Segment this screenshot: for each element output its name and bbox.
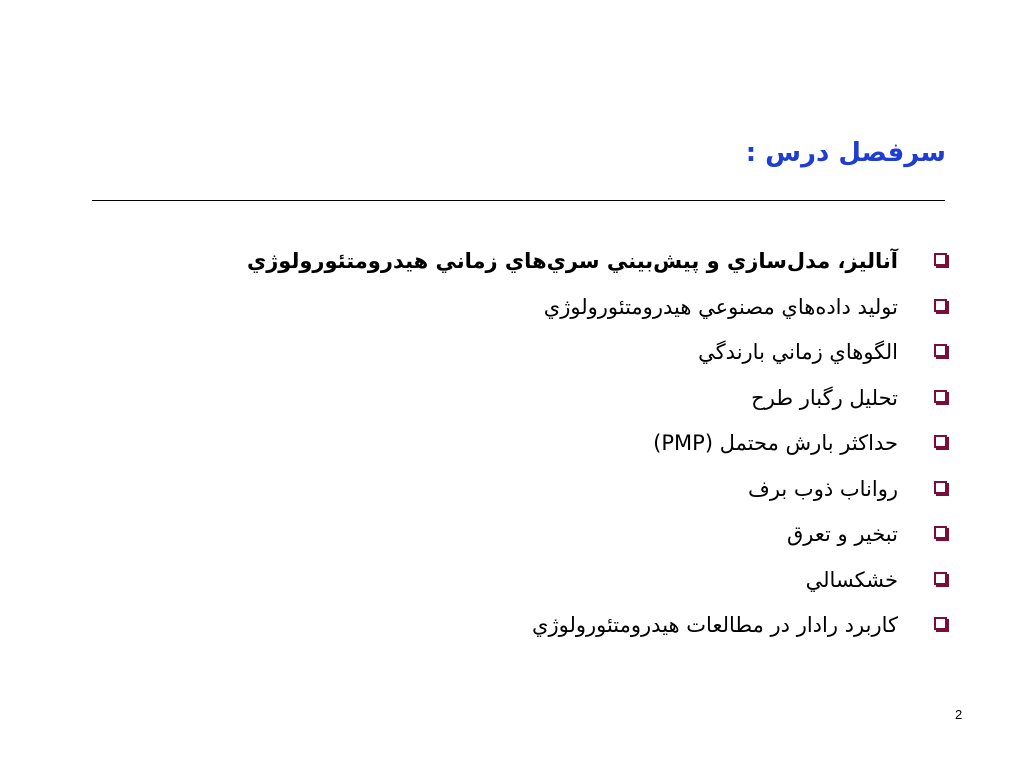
list-item (247, 604, 898, 650)
list-item-label: تحليل رگبار طرح (751, 385, 898, 410)
checkbox-icon (934, 253, 947, 266)
list-item-label: حداكثر بارش محتمل (PMP) (653, 431, 898, 455)
list-item-label: كاربرد رادار در مطالعات هيدرومتئورولوژي (532, 613, 898, 637)
list-item-label: توليد داده‌هاي مصنوعي هيدرومتئورولوژي (543, 294, 898, 319)
topic-list (247, 240, 898, 650)
checkbox-icon (934, 617, 947, 630)
list-item-label: تبخير و تعرق (786, 522, 898, 546)
list-item (247, 468, 898, 514)
page-number: 2 (955, 707, 963, 722)
list-item (247, 331, 898, 377)
list-item (247, 286, 898, 332)
list-item (247, 559, 898, 605)
list-item (247, 240, 898, 286)
list-item-label: آناليز، مدل‌سازي و پيش‌بيني سري‌هاي زماني هيدرومتئورولوژي (246, 249, 898, 273)
list-item-label: خشكسالي (805, 567, 898, 592)
checkbox-icon (934, 344, 947, 357)
checkbox-icon (934, 435, 947, 448)
checkbox-icon (934, 390, 947, 403)
title-divider (92, 200, 945, 201)
slide-title: سرفصل درس : (745, 138, 946, 168)
checkbox-icon (934, 572, 947, 585)
list-item (247, 377, 898, 423)
checkbox-icon (934, 299, 947, 312)
list-item (247, 513, 898, 559)
list-item-label: رواناب ذوب برف (748, 476, 898, 501)
checkbox-icon (934, 526, 947, 539)
list-item-label: الگوهاي زماني بارندگي (698, 340, 898, 364)
list-item (247, 422, 898, 468)
checkbox-icon (934, 481, 947, 494)
